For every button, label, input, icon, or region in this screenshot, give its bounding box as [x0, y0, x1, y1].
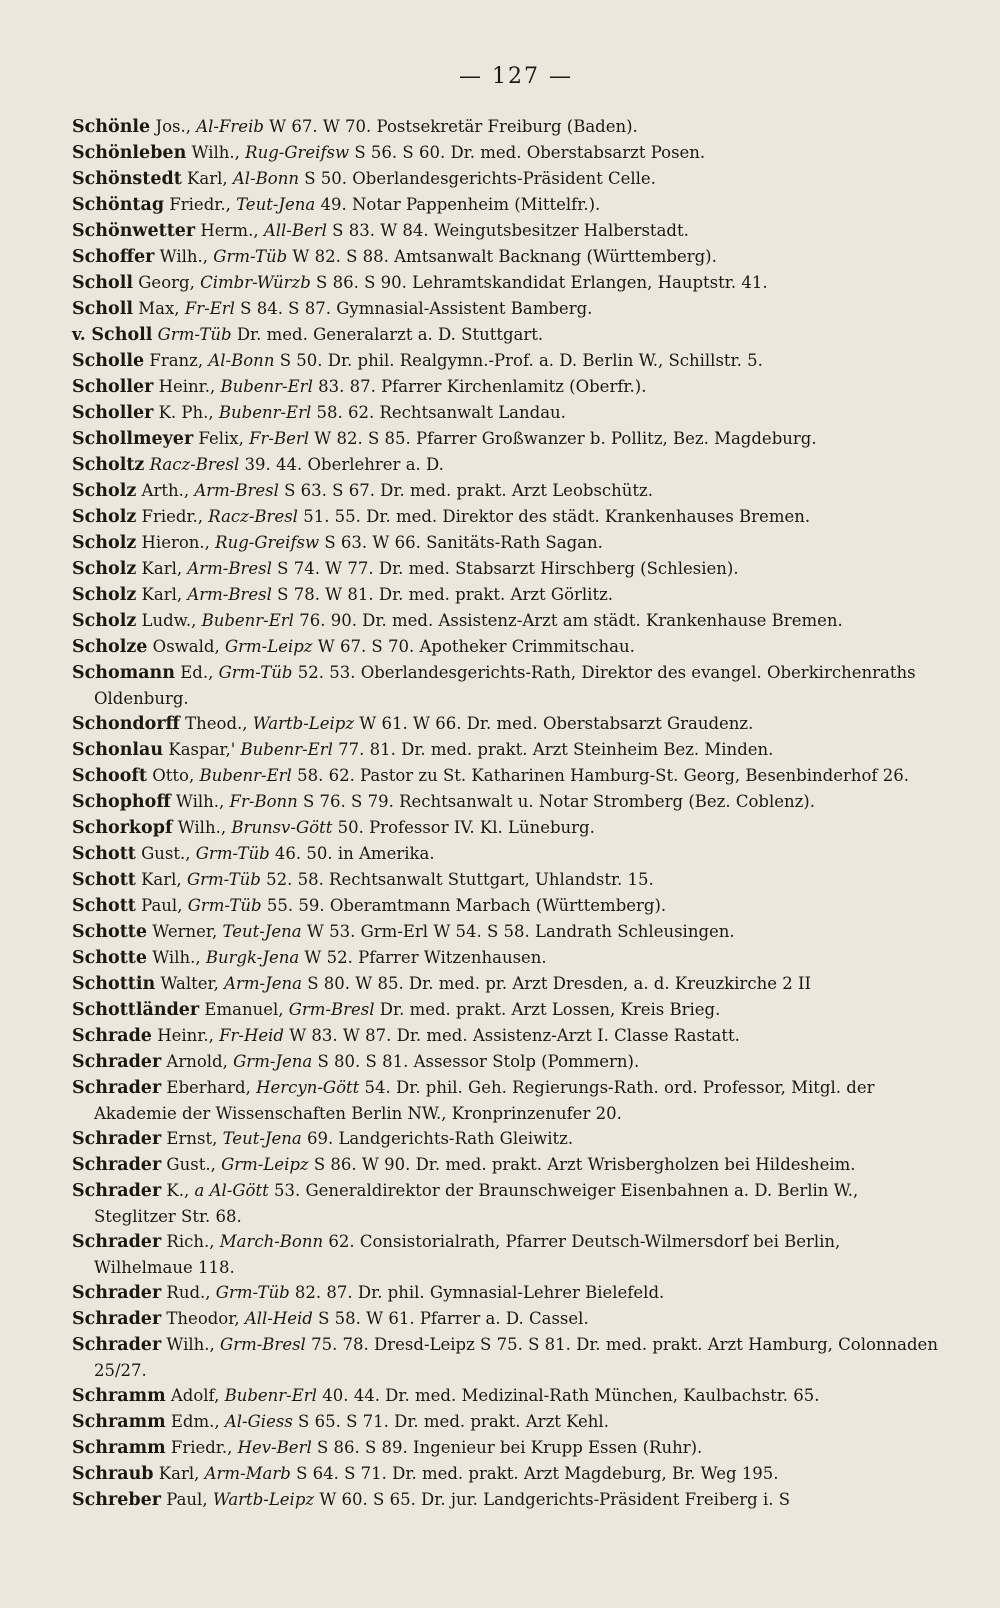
- entry-given-name: Gust.,: [135, 844, 196, 863]
- entry-details: S 63. W 66. Sanitäts-Rath Sagan.: [319, 533, 603, 552]
- list-item: [72, 789, 940, 815]
- entry-surname: Scholl: [72, 299, 133, 319]
- entry-surname: Scholz: [72, 585, 137, 605]
- entry-details: W 83. W 87. Dr. med. Assistenz-Arzt I. Classe Rastatt.: [283, 1026, 740, 1045]
- list-item: [72, 400, 940, 426]
- entry-association: Arm-Marb: [204, 1464, 291, 1483]
- list-item: [72, 1280, 940, 1306]
- entry-details: Dr. med. Generalarzt a. D. Stuttgart.: [231, 325, 544, 344]
- entry-surname: Schrader: [72, 1052, 162, 1072]
- entry-given-name: Heinr.,: [153, 377, 221, 396]
- entry-association: Bubenr-Erl: [218, 403, 312, 422]
- list-item: [72, 452, 940, 478]
- list-item: [72, 374, 940, 400]
- entry-given-name: Friedr.,: [165, 1438, 238, 1457]
- entry-association: Teut-Jena: [222, 922, 302, 941]
- entry-surname: Schophoff: [72, 792, 171, 812]
- entry-association: Grm-Leipz: [224, 637, 313, 656]
- list-item: [72, 530, 940, 556]
- entry-details: S 50. Dr. phil. Realgymn.-Prof. a. D. Berlin W., Schillstr. 5.: [274, 351, 763, 370]
- entry-surname: Schönwetter: [72, 221, 196, 241]
- list-item: [72, 166, 940, 192]
- list-item: [72, 556, 940, 582]
- entry-association: Grm-Leipz: [221, 1155, 309, 1174]
- entry-given-name: Theod.,: [179, 714, 253, 733]
- entry-association: Arm-Bresl: [194, 481, 279, 500]
- entry-surname: Schreber: [72, 1490, 161, 1510]
- entry-given-name: Edm.,: [165, 1412, 225, 1431]
- entry-association: Al-Freib: [196, 117, 264, 136]
- entry-given-name: Arth.,: [136, 481, 195, 500]
- entry-given-name: Wilh.,: [172, 818, 232, 837]
- entry-details: S 86. S 90. Lehramtskandidat Erlangen, Hauptstr. 41.: [310, 273, 768, 292]
- list-item: [72, 322, 940, 348]
- entry-details: 62. Consistorialrath, Pfarrer Deutsch-Wilmersdorf bei Berlin, Wilhelmaue 118.: [94, 1232, 841, 1277]
- list-item: [72, 192, 940, 218]
- entry-details: 77. 81. Dr. med. prakt. Arzt Steinheim Bez. Minden.: [332, 740, 774, 759]
- entry-association: Arm-Jena: [224, 974, 302, 993]
- entry-details: W 67. W 70. Postsekretär Freiburg (Baden).: [263, 117, 638, 136]
- entry-details: 69. Landgerichts-Rath Gleiwitz.: [301, 1129, 574, 1148]
- entry-association: Racz-Bresl: [208, 507, 298, 526]
- list-item: [72, 478, 940, 504]
- entry-surname: Scholler: [72, 403, 154, 423]
- entry-surname: Scholz: [72, 481, 137, 501]
- entry-surname: Schottin: [72, 974, 156, 994]
- entry-details: W 82. S 85. Pfarrer Großwanzer b. Pollitz, Bez. Magdeburg.: [309, 429, 817, 448]
- entry-details: 51. 55. Dr. med. Direktor des städt. Krankenhauses Bremen.: [297, 507, 811, 526]
- list-item: [72, 1075, 940, 1126]
- entry-details: S 50. Oberlandesgerichts-Präsident Celle.: [298, 169, 656, 188]
- entry-details: S 58. W 61. Pfarrer a. D. Cassel.: [312, 1309, 589, 1328]
- entry-association: Cimbr-Würzb: [200, 273, 311, 292]
- list-item: [72, 1409, 940, 1435]
- list-item: [72, 218, 940, 244]
- entry-surname: Schottländer: [72, 1000, 200, 1020]
- entry-association: Bubenr-Erl: [201, 611, 294, 630]
- entry-details: Dr. med. prakt. Arzt Lossen, Kreis Brieg.: [374, 1000, 721, 1019]
- entry-association: Bubenr-Erl: [199, 766, 292, 785]
- list-item: [72, 582, 940, 608]
- entry-given-name: Georg,: [133, 273, 201, 292]
- entry-given-name: Wilh.,: [186, 143, 246, 162]
- entry-details: W 60. S 65. Dr. jur. Landgerichts-Präsident Freiberg i. S: [314, 1490, 791, 1509]
- list-item: [72, 504, 940, 530]
- entry-surname: Schorkopf: [72, 818, 173, 838]
- entry-surname: Schramm: [72, 1386, 166, 1406]
- entry-details: S 76. S 79. Rechtsanwalt u. Notar Stromberg (Bez. Coblenz).: [297, 792, 815, 811]
- entry-details: 52. 58. Rechtsanwalt Stuttgart, Uhlandstr. 15.: [260, 870, 654, 889]
- list-item: [72, 426, 940, 452]
- list-item: [72, 1126, 940, 1152]
- entry-surname: Scholz: [72, 611, 137, 631]
- entry-association: Hercyn-Gött: [256, 1078, 360, 1097]
- list-item: [72, 1306, 940, 1332]
- entry-given-name: Wilh.,: [154, 247, 214, 266]
- entry-association: March-Bonn: [219, 1232, 324, 1251]
- entry-details: S 80. S 81. Assessor Stolp (Pommern).: [312, 1052, 640, 1071]
- entry-surname: Schotte: [72, 922, 147, 942]
- entry-association: All-Berl: [263, 221, 327, 240]
- entry-given-name: Wilh.,: [161, 1335, 221, 1354]
- entry-association: Grm-Tüb: [187, 896, 262, 915]
- entry-association: Grm-Tüb: [213, 247, 288, 266]
- entry-surname: Scholtz: [72, 455, 145, 475]
- list-item: [72, 1049, 940, 1075]
- entry-details: S 65. S 71. Dr. med. prakt. Arzt Kehl.: [292, 1412, 609, 1431]
- list-item: [72, 348, 940, 374]
- entry-surname: Schönle: [72, 117, 151, 137]
- entry-given-name: Otto,: [146, 766, 200, 785]
- entry-surname: Schönstedt: [72, 169, 182, 189]
- entry-details: S 86. S 89. Ingenieur bei Krupp Essen (Ruhr).: [311, 1438, 703, 1457]
- entry-surname: Schrader: [72, 1232, 162, 1252]
- entry-given-name: Franz,: [144, 351, 209, 370]
- entry-details: 40. 44. Dr. med. Medizinal-Rath München, Kaulbachstr. 65.: [316, 1386, 820, 1405]
- entry-surname: Schrader: [72, 1309, 162, 1329]
- entry-association: Teut-Jena: [236, 195, 316, 214]
- entry-given-name: Karl,: [153, 1464, 205, 1483]
- entry-given-name: K.,: [161, 1181, 195, 1200]
- entry-association: Fr-Heid: [219, 1026, 284, 1045]
- entry-details: W 82. S 88. Amtsanwalt Backnang (Württemberg).: [287, 247, 717, 266]
- entry-list: [72, 114, 940, 1513]
- entry-surname: Schönleben: [72, 143, 187, 163]
- entry-surname: Schott: [72, 870, 136, 890]
- entry-given-name: Wilh.,: [147, 948, 206, 967]
- entry-details: 53. Generaldirektor der Braunschweiger Eisenbahnen a. D. Berlin W., Steglitzer Str. 68.: [94, 1181, 859, 1226]
- entry-given-name: Emanuel,: [199, 1000, 289, 1019]
- list-item: [72, 1383, 940, 1409]
- list-item: [72, 270, 940, 296]
- entry-given-name: Kaspar,': [163, 740, 241, 759]
- entry-details: 76. 90. Dr. med. Assistenz-Arzt am städt. Krankenhause Bremen.: [293, 611, 843, 630]
- entry-association: Rug-Greifsw: [245, 143, 350, 162]
- list-item: [72, 296, 940, 322]
- entry-surname: Schrader: [72, 1129, 162, 1149]
- entry-details: S 74. W 77. Dr. med. Stabsarzt Hirschberg (Schlesien).: [271, 559, 739, 578]
- entry-given-name: K. Ph.,: [153, 403, 219, 422]
- entry-details: 49. Notar Pappenheim (Mittelfr.).: [315, 195, 601, 214]
- entry-given-name: Gust.,: [161, 1155, 222, 1174]
- entry-association: Teut-Jena: [222, 1129, 302, 1148]
- entry-details: W 61. W 66. Dr. med. Oberstabsarzt Graudenz.: [354, 714, 754, 733]
- entry-association: Al-Bonn: [208, 351, 275, 370]
- entry-association: Wartb-Leipz: [252, 714, 355, 733]
- entry-surname: Scholle: [72, 351, 145, 371]
- entry-surname: Schöntag: [72, 195, 165, 215]
- entry-given-name: Oswald,: [147, 637, 225, 656]
- entry-given-name: Karl,: [136, 585, 188, 604]
- entry-details: 55. 59. Oberamtmann Marbach (Württemberg).: [261, 896, 667, 915]
- entry-given-name: Friedr.,: [164, 195, 237, 214]
- entry-association: Fr-Berl: [249, 429, 310, 448]
- list-item: [72, 815, 940, 841]
- entry-association: a Al-Gött: [194, 1181, 269, 1200]
- entry-given-name: Friedr.,: [136, 507, 209, 526]
- entry-given-name: Max,: [133, 299, 185, 318]
- entry-details: 82. 87. Dr. phil. Gymnasial-Lehrer Bielefeld.: [289, 1283, 665, 1302]
- list-item: [72, 1461, 940, 1487]
- entry-surname: Schondorff: [72, 714, 180, 734]
- entry-given-name: Karl,: [181, 169, 233, 188]
- list-item: [72, 1332, 940, 1383]
- entry-details: W 52. Pfarrer Witzenhausen.: [299, 948, 547, 967]
- entry-association: Fr-Erl: [184, 299, 235, 318]
- entry-association: Arm-Bresl: [187, 559, 272, 578]
- entry-details: S 83. W 84. Weingutsbesitzer Halberstadt.: [326, 221, 689, 240]
- entry-surname: Schonlau: [72, 740, 164, 760]
- entry-association: Al-Giess: [224, 1412, 293, 1431]
- entry-details: 46. 50. in Amerika.: [269, 844, 435, 863]
- entry-details: S 56. S 60. Dr. med. Oberstabsarzt Posen.: [349, 143, 706, 162]
- list-item: [72, 1023, 940, 1049]
- list-item: [72, 841, 940, 867]
- entry-association: Arm-Bresl: [187, 585, 272, 604]
- entry-surname: Scholz: [72, 533, 137, 553]
- list-item: [72, 1178, 940, 1229]
- list-item: [72, 244, 940, 270]
- entry-association: Al-Bonn: [232, 169, 299, 188]
- list-item: [72, 608, 940, 634]
- entry-association: Wartb-Leipz: [212, 1490, 315, 1509]
- entry-association: Racz-Bresl: [149, 455, 240, 474]
- entry-association: Bubenr-Erl: [220, 377, 313, 396]
- entry-surname: Schrader: [72, 1155, 162, 1175]
- entry-surname: Schrader: [72, 1078, 162, 1098]
- entry-given-name: Walter,: [155, 974, 225, 993]
- entry-details: 75. 78. Dresd-Leipz S 75. S 81. Dr. med. prakt. Arzt Hamburg, Colonnaden 25/27.: [94, 1335, 938, 1380]
- entry-association: Brunsv-Gött: [231, 818, 333, 837]
- entry-surname: Scholler: [72, 377, 154, 397]
- entry-association: Grm-Tüb: [195, 844, 270, 863]
- entry-details: 58. 62. Rechtsanwalt Landau.: [311, 403, 566, 422]
- entry-surname: Schooft: [72, 766, 147, 786]
- entry-association: Grm-Tüb: [186, 870, 261, 889]
- entry-given-name: Karl,: [135, 870, 187, 889]
- entry-association: Fr-Bonn: [229, 792, 298, 811]
- entry-given-name: Eberhard,: [161, 1078, 257, 1097]
- list-item: [72, 997, 940, 1023]
- entry-details: S 86. W 90. Dr. med. prakt. Arzt Wrisbergholzen bei Hildesheim.: [308, 1155, 856, 1174]
- entry-details: S 84. S 87. Gymnasial-Assistent Bamberg.: [234, 299, 593, 318]
- entry-surname: Schott: [72, 896, 136, 916]
- entry-details: 54. Dr. phil. Geh. Regierungs-Rath. ord. Professor, Mitgl. der Akademie der Wissenschaften Berlin NW., Kronprinzenufer 20.: [94, 1078, 875, 1123]
- list-item: [72, 140, 940, 166]
- entry-surname: Schotte: [72, 948, 147, 968]
- entry-given-name: Paul,: [135, 896, 188, 915]
- entry-given-name: Wilh.,: [170, 792, 230, 811]
- entry-details: S 78. W 81. Dr. med. prakt. Arzt Görlitz.: [271, 585, 614, 604]
- entry-given-name: Werner,: [147, 922, 223, 941]
- entry-given-name: Paul,: [160, 1490, 213, 1509]
- entry-association: Grm-Tüb: [218, 663, 293, 682]
- entry-given-name: Jos.,: [150, 117, 197, 136]
- list-item: [72, 114, 940, 140]
- entry-details: 83. 87. Pfarrer Kirchenlamitz (Oberfr.).: [312, 377, 647, 396]
- entry-given-name: Ludw.,: [136, 611, 202, 630]
- entry-details: 52. 53. Oberlandesgerichts-Rath, Direktor des evangel. Oberkirchenraths Oldenburg.: [94, 663, 916, 708]
- entry-surname: Schott: [72, 844, 136, 864]
- entry-prefix: v.: [72, 325, 92, 344]
- list-item: [72, 737, 940, 763]
- list-item: [72, 919, 940, 945]
- entry-given-name: Rud.,: [161, 1283, 216, 1302]
- entry-association: Bubenr-Erl: [224, 1386, 317, 1405]
- entry-surname: Scholl: [91, 325, 153, 345]
- entry-details: 50. Professor IV. Kl. Lüneburg.: [332, 818, 595, 837]
- list-item: [72, 971, 940, 997]
- entry-details: S 80. W 85. Dr. med. pr. Arzt Dresden, a. d. Kreuzkirche 2 II: [301, 974, 811, 993]
- list-item: [72, 1487, 940, 1513]
- entry-details: S 63. S 67. Dr. med. prakt. Arzt Leobschütz.: [278, 481, 653, 500]
- list-item: [72, 660, 940, 711]
- entry-surname: Schoffer: [72, 247, 155, 267]
- entry-association: Hev-Berl: [237, 1438, 312, 1457]
- entry-surname: Schrader: [72, 1181, 162, 1201]
- entry-association: Grm-Tüb: [157, 325, 232, 344]
- entry-surname: Schramm: [72, 1412, 166, 1432]
- entry-given-name: Adolf,: [165, 1386, 225, 1405]
- list-item: [72, 945, 940, 971]
- entry-association: Rug-Greifsw: [215, 533, 320, 552]
- entry-association: Grm-Jena: [233, 1052, 313, 1071]
- entry-association: Burgk-Jena: [205, 948, 300, 967]
- entry-given-name: Heinr.,: [151, 1026, 220, 1045]
- list-item: [72, 867, 940, 893]
- entry-association: Bubenr-Erl: [240, 740, 333, 759]
- entry-details: 58. 62. Pastor zu St. Katharinen Hamburg-St. Georg, Besenbinderhof 26.: [291, 766, 910, 785]
- entry-surname: Schrader: [72, 1335, 162, 1355]
- entry-surname: Schramm: [72, 1438, 166, 1458]
- entry-surname: Schrader: [72, 1283, 162, 1303]
- entry-surname: Scholz: [72, 507, 137, 527]
- entry-surname: Schraub: [72, 1464, 154, 1484]
- entry-details: 39. 44. Oberlehrer a. D.: [239, 455, 444, 474]
- entry-surname: Scholze: [72, 637, 148, 657]
- entry-given-name: Arnold,: [161, 1052, 234, 1071]
- entry-given-name: Felix,: [193, 429, 250, 448]
- entry-association: Grm-Bresl: [288, 1000, 375, 1019]
- entry-given-name: Hieron.,: [136, 533, 216, 552]
- list-item: [72, 1229, 940, 1280]
- list-item: [72, 1152, 940, 1178]
- entry-surname: Scholl: [72, 273, 133, 293]
- entry-details: S 64. S 71. Dr. med. prakt. Arzt Magdeburg, Br. Weg 195.: [290, 1464, 779, 1483]
- entry-given-name: Ed.,: [175, 663, 219, 682]
- list-item: [72, 711, 940, 737]
- entry-surname: Schomann: [72, 663, 175, 683]
- entry-association: Grm-Tüb: [215, 1283, 290, 1302]
- entry-given-name: Herm.,: [195, 221, 264, 240]
- page-number: — 127 —: [459, 64, 573, 89]
- entry-details: W 53. Grm-Erl W 54. S 58. Landrath Schleusingen.: [301, 922, 735, 941]
- list-item: [72, 1435, 940, 1461]
- entry-given-name: Ernst,: [161, 1129, 223, 1148]
- entry-given-name: Rich.,: [161, 1232, 220, 1251]
- entry-given-name: Karl,: [136, 559, 188, 578]
- list-item: [72, 893, 940, 919]
- entry-details: W 67. S 70. Apotheker Crimmitschau.: [312, 637, 635, 656]
- entry-surname: Schollmeyer: [72, 429, 194, 449]
- list-item: [72, 634, 940, 660]
- entry-surname: Scholz: [72, 559, 137, 579]
- entry-association: All-Heid: [244, 1309, 313, 1328]
- entry-association: Grm-Bresl: [220, 1335, 306, 1354]
- list-item: [72, 763, 940, 789]
- entry-given-name: Theodor,: [161, 1309, 245, 1328]
- entry-surname: Schrade: [72, 1026, 152, 1046]
